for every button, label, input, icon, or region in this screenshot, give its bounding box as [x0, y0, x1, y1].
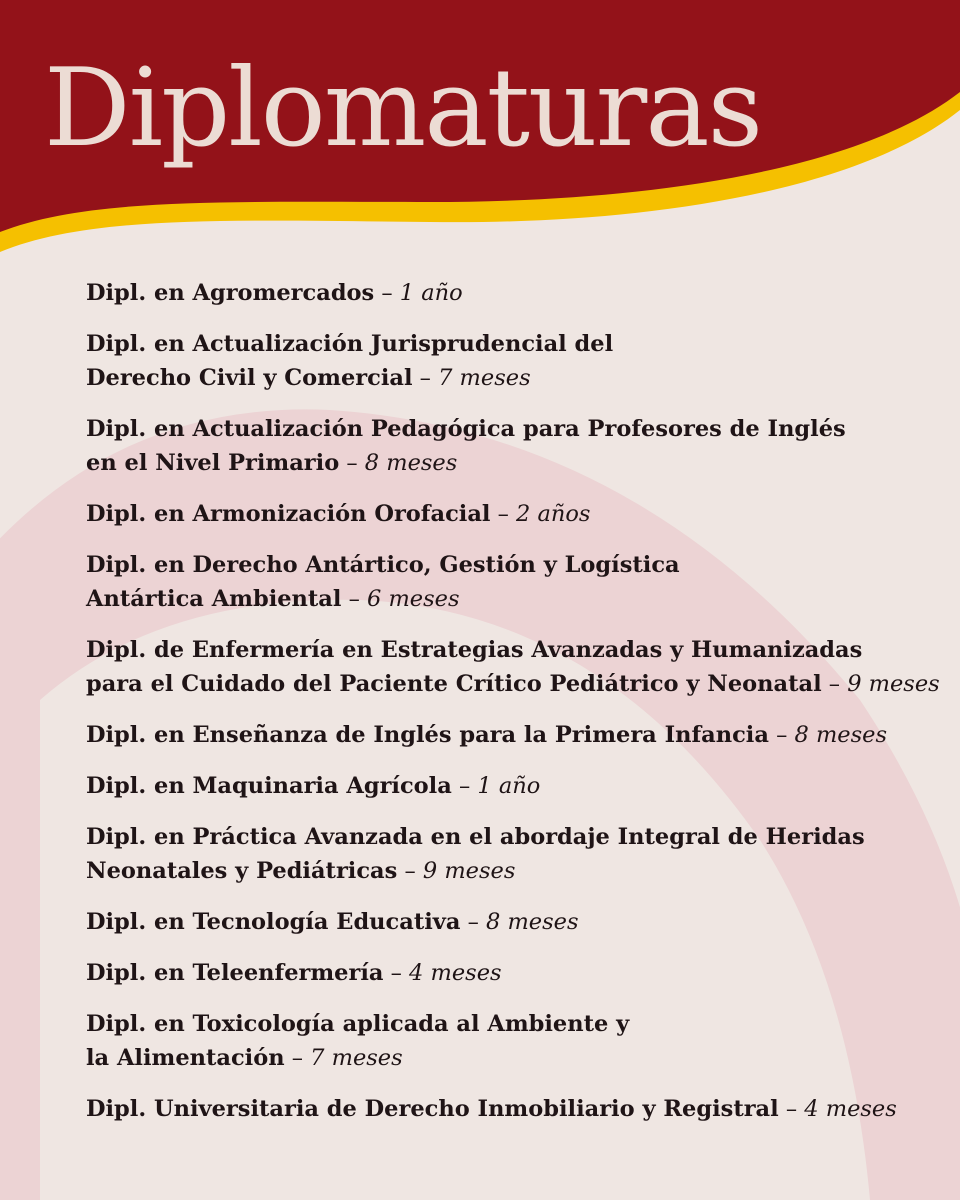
list-item [86, 769, 956, 803]
duration: 6 meses [367, 586, 460, 612]
program-name-line: Dipl. en Actualización Pedagógica para Profesores de Inglés [86, 416, 846, 442]
program-name-line: Dipl. en Práctica Avanzada en el abordaje Integral de Heridas [86, 824, 865, 850]
duration: 1 año [477, 773, 541, 799]
separator: – [412, 365, 439, 391]
duration: 2 años [516, 501, 591, 527]
list-item [86, 1007, 956, 1075]
separator: – [490, 501, 517, 527]
separator: – [339, 450, 365, 476]
program-name-line: Antártica Ambiental [86, 586, 342, 612]
program-name-line: Dipl. en Toxicología aplicada al Ambiente y [86, 1011, 630, 1037]
list-item [86, 327, 956, 395]
program-name-line: en el Nivel Primario [86, 450, 340, 476]
duration: 1 año [399, 280, 463, 306]
program-list [86, 276, 956, 1143]
separator: – [397, 858, 423, 884]
separator: – [284, 1045, 311, 1071]
separator: – [374, 280, 400, 306]
program-name-line: la Alimentación [86, 1045, 285, 1071]
program-name-line: Dipl. en Derecho Antártico, Gestión y Logística [86, 552, 680, 578]
list-item [86, 412, 956, 480]
duration: 8 meses [485, 909, 579, 935]
list-item [86, 497, 956, 531]
separator: – [451, 773, 478, 799]
separator: – [460, 909, 486, 935]
page-title: Diplomaturas [44, 46, 762, 171]
list-item [86, 820, 956, 888]
separator: – [821, 671, 848, 697]
separator: – [341, 586, 367, 612]
duration: 4 meses [409, 960, 502, 986]
list-item [86, 718, 956, 752]
program-name-line: Dipl. en Agromercados [86, 280, 375, 306]
program-name-line: Derecho Civil y Comercial [86, 365, 413, 391]
duration: 8 meses [794, 722, 888, 748]
duration: 4 meses [804, 1096, 897, 1122]
separator: – [778, 1096, 805, 1122]
program-name-line: Dipl. en Armonización Orofacial [86, 501, 491, 527]
list-item [86, 276, 956, 310]
program-name-line: Dipl. en Teleenfermería [86, 960, 384, 986]
program-name-line: Neonatales y Pediátricas [86, 858, 398, 884]
list-item [86, 633, 956, 701]
duration: 9 meses [422, 858, 516, 884]
duration: 7 meses [310, 1045, 403, 1071]
duration: 9 meses [847, 671, 940, 697]
duration: 7 meses [438, 365, 531, 391]
separator: – [383, 960, 410, 986]
list-item [86, 956, 956, 990]
separator: – [768, 722, 795, 748]
program-name-line: para el Cuidado del Paciente Crítico Pediátrico y Neonatal [86, 671, 822, 697]
list-item [86, 548, 956, 616]
list-item [86, 905, 956, 939]
list-item [86, 1092, 956, 1126]
program-name-line: Dipl. en Maquinaria Agrícola [86, 773, 452, 799]
program-name-line: Dipl. Universitaria de Derecho Inmobiliario y Registral [86, 1096, 779, 1122]
program-name-line: Dipl. en Tecnología Educativa [86, 909, 461, 935]
program-name-line: Dipl. en Actualización Jurisprudencial del [86, 331, 614, 357]
program-name-line: Dipl. de Enfermería en Estrategias Avanzadas y Humanizadas [86, 637, 863, 663]
duration: 8 meses [364, 450, 458, 476]
program-name-line: Dipl. en Enseñanza de Inglés para la Primera Infancia [86, 722, 769, 748]
